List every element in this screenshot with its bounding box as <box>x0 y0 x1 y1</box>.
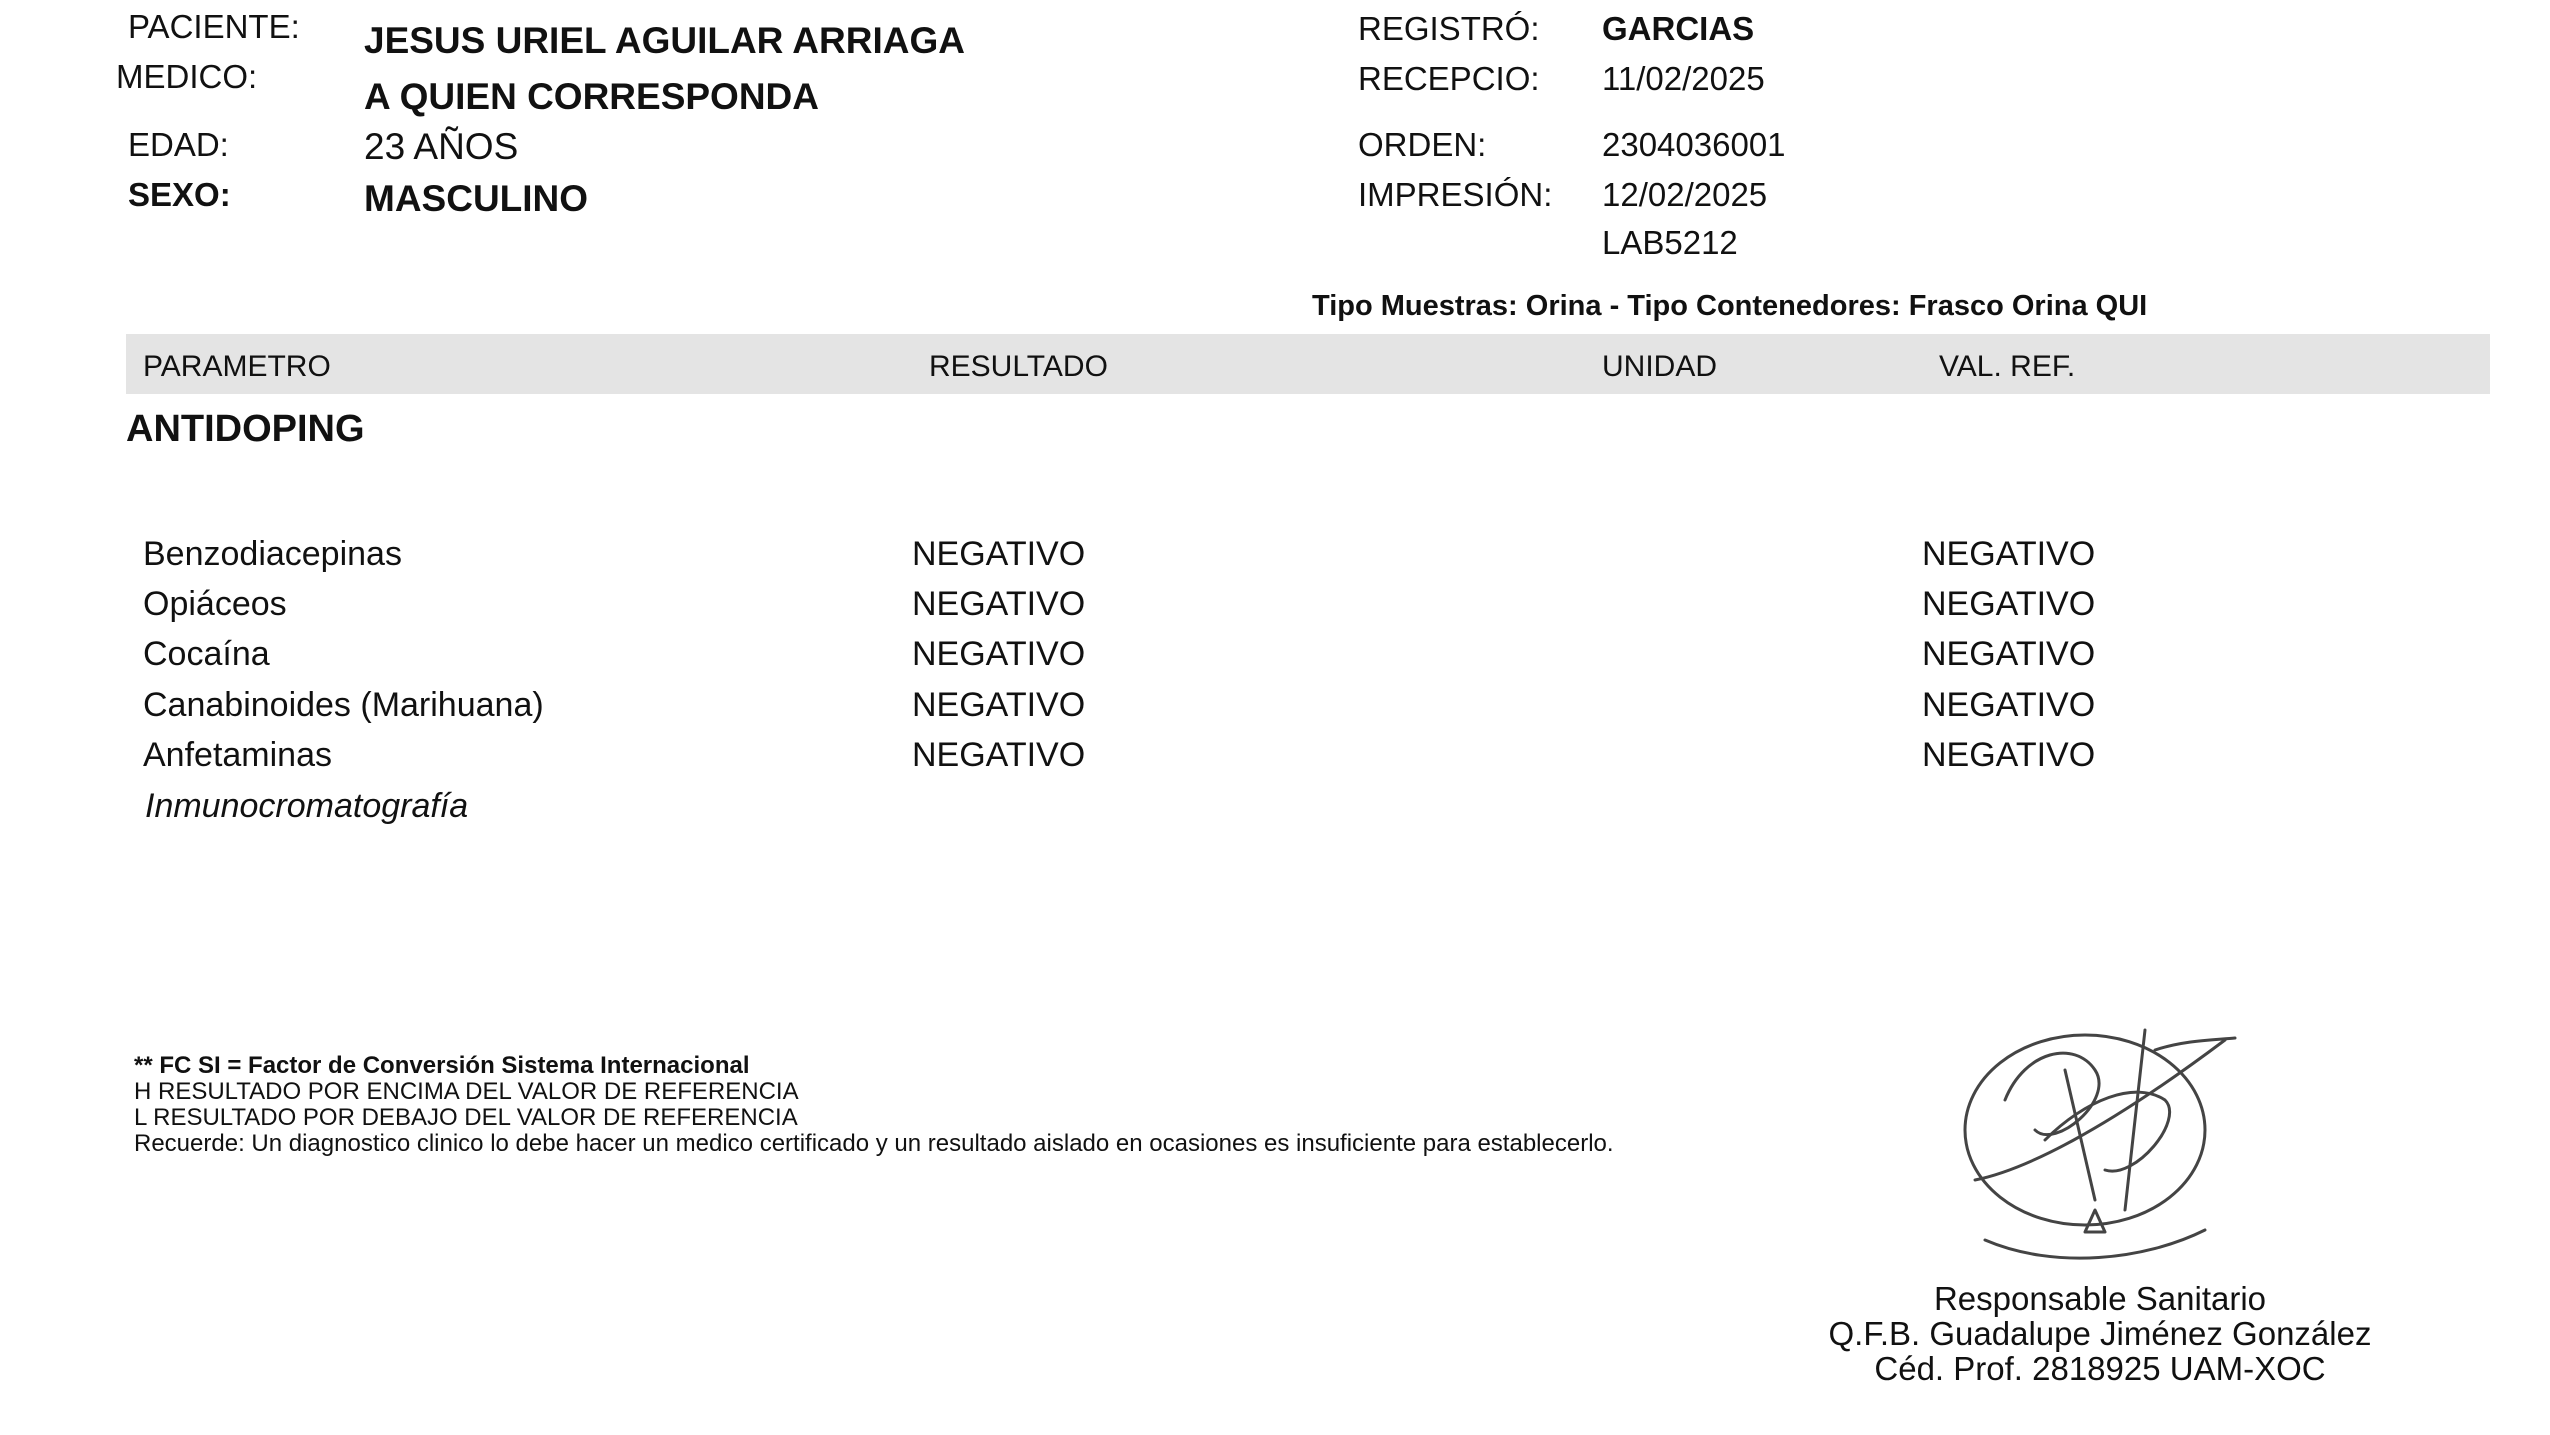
signatory-license: Céd. Prof. 2818925 UAM-XOC <box>1874 1350 2326 1387</box>
row-parametro: Cocaína <box>143 635 270 673</box>
row-ref: NEGATIVO <box>1922 686 2096 724</box>
method-note: Inmunocromatografía <box>145 787 469 825</box>
medico-label: MEDICO: <box>116 58 258 95</box>
medico-value: A QUIEN CORRESPONDA <box>364 76 820 117</box>
signatory-name: Q.F.B. Guadalupe Jiménez González <box>1828 1315 2372 1352</box>
impresion-label: IMPRESIÓN: <box>1358 176 1553 213</box>
row-parametro: Opiáceos <box>143 585 287 623</box>
sexo-value: MASCULINO <box>364 178 589 219</box>
row-resultado: NEGATIVO <box>912 686 1086 724</box>
header-unidad: UNIDAD <box>1602 350 1718 383</box>
recepcio-value: 11/02/2025 <box>1602 60 1765 97</box>
header-resultado: RESULTADO <box>929 350 1108 383</box>
orden-label: ORDEN: <box>1358 126 1487 163</box>
row-parametro: Anfetaminas <box>143 736 332 774</box>
impresion-value: 12/02/2025 <box>1602 176 1768 213</box>
row-resultado: NEGATIVO <box>912 736 1086 774</box>
row-resultado: NEGATIVO <box>912 535 1086 573</box>
edad-value: 23 AÑOS <box>364 126 519 167</box>
row-resultado: NEGATIVO <box>912 585 1086 623</box>
paciente-label: PACIENTE: <box>128 8 300 45</box>
registro-value: GARCIAS <box>1602 10 1755 47</box>
lab-code: LAB5212 <box>1602 224 1738 261</box>
paciente-value: JESUS URIEL AGUILAR ARRIAGA <box>364 20 965 61</box>
row-ref: NEGATIVO <box>1922 535 2096 573</box>
footnote-l: L RESULTADO POR DEBAJO DEL VALOR DE REFERENCIA <box>134 1104 798 1131</box>
header-parametro: PARAMETRO <box>143 350 331 383</box>
header-val-ref: VAL. REF. <box>1939 350 2076 383</box>
row-ref: NEGATIVO <box>1922 635 2096 673</box>
edad-label: EDAD: <box>128 126 229 163</box>
sexo-label: SEXO: <box>128 176 231 213</box>
row-resultado: NEGATIVO <box>912 635 1086 673</box>
footnote-h: H RESULTADO POR ENCIMA DEL VALOR DE REFERENCIA <box>134 1078 799 1105</box>
row-parametro: Canabinoides (Marihuana) <box>143 686 544 724</box>
row-parametro: Benzodiacepinas <box>143 535 402 573</box>
footnote-fc-si: ** FC SI = Factor de Conversión Sistema Internacional <box>134 1052 750 1079</box>
orden-value: 2304036001 <box>1602 126 1786 163</box>
signatory-role: Responsable Sanitario <box>1933 1280 2267 1317</box>
row-ref: NEGATIVO <box>1922 736 2096 774</box>
section-title: ANTIDOPING <box>126 408 365 450</box>
signature-image <box>1945 1010 2245 1270</box>
registro-label: REGISTRÓ: <box>1358 10 1540 47</box>
row-ref: NEGATIVO <box>1922 585 2096 623</box>
sample-info: Tipo Muestras: Orina - Tipo Contenedores: Frasco Orina QUI <box>1312 290 2148 322</box>
recepcio-label: RECEPCIO: <box>1358 60 1540 97</box>
footnote-reminder: Recuerde: Un diagnostico clinico lo debe hacer un medico certificado y un resultado aislado en ocasiones es insuficiente para establecerlo. <box>134 1130 1614 1157</box>
table-header-bar <box>126 334 2490 394</box>
